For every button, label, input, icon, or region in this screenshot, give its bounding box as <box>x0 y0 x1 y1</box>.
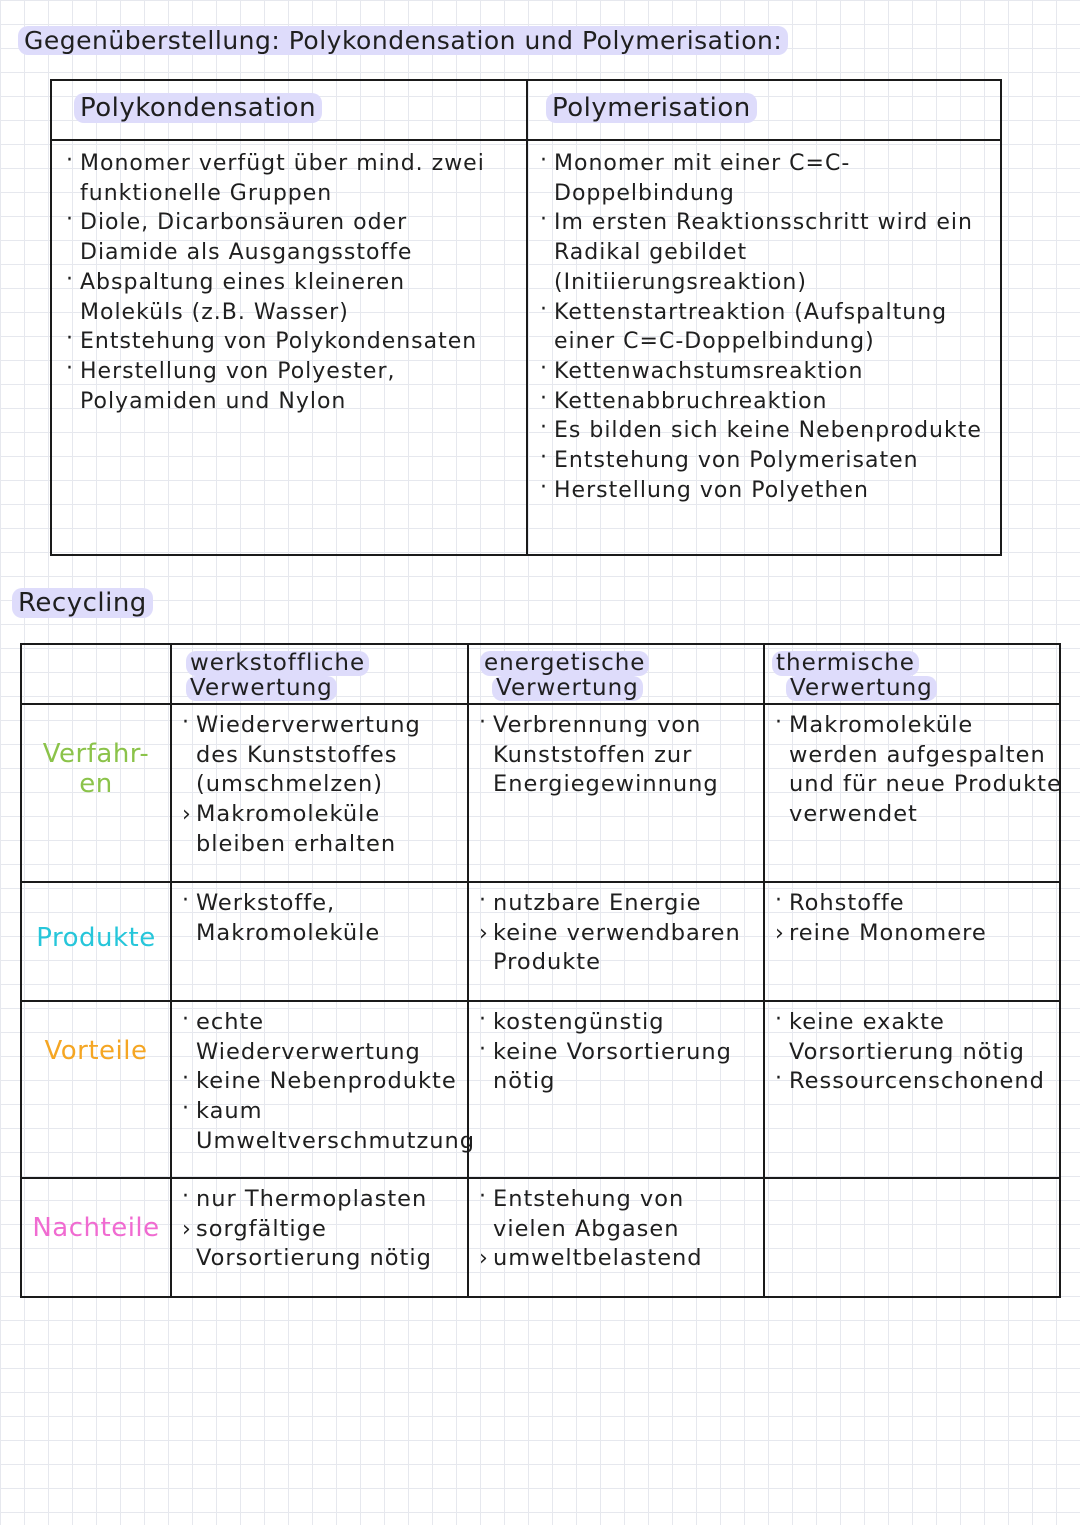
table-cell <box>775 1008 1063 1097</box>
list-item: · Kettenstartreaktion (Aufspaltung einer C=C-Doppelbindung) <box>540 298 992 357</box>
row-label <box>22 923 170 953</box>
list-item: · Werkstoffe, Makromoleküle <box>182 889 467 948</box>
column-divider <box>526 81 528 554</box>
column-divider <box>467 645 469 1296</box>
table-cell <box>182 1008 476 1157</box>
table-cell <box>775 711 1063 830</box>
list-item: · Rohstoffe <box>775 889 1063 919</box>
column-header-line: Verwertung <box>186 676 337 701</box>
list-item: › keine verwendbaren Produkte <box>479 919 763 978</box>
list-item: · Diole, Dicarbonsäuren oder Diamide als Ausgangsstoffe <box>66 208 506 267</box>
column-header-energetische <box>480 651 649 701</box>
polymerisation-heading-text: Polymerisation <box>546 93 757 123</box>
row-label-line: Vorteile <box>44 1036 148 1066</box>
recycling-title <box>12 588 153 618</box>
table-cell <box>182 889 467 948</box>
list-item: · kostengünstig <box>479 1008 763 1038</box>
list-item: › reine Monomere <box>775 919 1063 949</box>
column-header-line: Verwertung <box>786 676 937 701</box>
header-divider <box>52 139 1000 141</box>
column-divider <box>763 645 765 1296</box>
polykondensation-list <box>66 149 506 416</box>
table-cell <box>182 1185 467 1274</box>
list-item: · Abspaltung eines kleineren Moleküls (z.B. Wasser) <box>66 268 506 327</box>
column-divider <box>170 645 172 1296</box>
list-item: · Makromoleküle werden aufgespalten und für neue Produkte verwendet <box>775 711 1063 830</box>
row-divider <box>22 1000 1059 1002</box>
list-item: · nutzbare Energie <box>479 889 763 919</box>
row-label <box>22 1036 170 1066</box>
comparison-table <box>50 79 1002 556</box>
list-item: › umweltbelastend <box>479 1244 763 1274</box>
column-header-line: Verwertung <box>492 676 643 701</box>
list-item: · Monomer verfügt über mind. zwei funktionelle Gruppen <box>66 149 506 208</box>
list-item: › sorgfältige Vorsortierung nötig <box>182 1215 467 1274</box>
recycling-table <box>20 643 1061 1298</box>
table-cell <box>182 711 467 860</box>
list-item: · Herstellung von Polyester, Polyamiden und Nylon <box>66 357 506 416</box>
list-item: · Entstehung von vielen Abgasen <box>479 1185 763 1244</box>
row-label-line: Verfahr- <box>42 739 150 769</box>
comparison-title-text: Gegenüberstellung: Polykondensation und Polymerisation: <box>18 26 788 55</box>
list-item: · Herstellung von Polyethen <box>540 476 992 506</box>
polymerisation-heading <box>546 93 757 123</box>
list-item: · Kettenwachstumsreaktion <box>540 357 992 387</box>
list-item: · Kettenabbruchreaktion <box>540 387 992 417</box>
column-header-line: thermische <box>772 651 919 676</box>
row-divider <box>22 881 1059 883</box>
recycling-title-text: Recycling <box>12 588 153 618</box>
list-item: · Entstehung von Polykondensaten <box>66 327 506 357</box>
column-header-werkstoffliche <box>186 651 369 701</box>
row-divider <box>22 1177 1059 1179</box>
list-item: · keine Nebenprodukte <box>182 1067 467 1097</box>
list-item: · kaum Umweltverschmutzung <box>182 1097 467 1156</box>
column-header-thermische <box>772 651 937 701</box>
table-cell <box>479 1008 763 1097</box>
list-item: · Monomer mit einer C=C-Doppelbindung <box>540 149 992 208</box>
list-item: · Im ersten Reaktionsschritt wird ein Radikal gebildet (Initiierungsreaktion) <box>540 208 992 297</box>
table-cell <box>479 711 763 800</box>
column-header-line: energetische <box>480 651 649 676</box>
polykondensation-heading <box>74 93 322 123</box>
polykondensation-heading-text: Polykondensation <box>74 93 322 123</box>
list-item: › Makromoleküle bleiben erhalten <box>182 800 467 859</box>
row-label-line: Produkte <box>36 923 156 953</box>
table-cell <box>775 889 1063 948</box>
comparison-title <box>18 26 788 55</box>
list-item: · keine exakte Vorsortierung nötig <box>775 1008 1063 1067</box>
list-item: · Wiederverwertung des Kunststoffes (umschmelzen) <box>182 711 467 800</box>
list-item: · echte Wiederverwertung <box>182 1008 467 1067</box>
list-item: · Verbrennung von Kunststoffen zur Energiegewinnung <box>479 711 763 800</box>
list-item: · nur Thermoplasten <box>182 1185 467 1215</box>
row-label <box>22 739 170 799</box>
row-label-line: en <box>79 769 113 799</box>
list-item: · Ressourcenschonend <box>775 1067 1063 1097</box>
table-cell <box>479 1185 763 1274</box>
row-label <box>22 1213 170 1243</box>
row-divider <box>22 703 1059 705</box>
list-item: · keine Vorsortierung nötig <box>479 1038 763 1097</box>
polymerisation-list <box>540 149 992 505</box>
table-cell <box>479 889 763 978</box>
row-label-line: Nachteile <box>32 1213 160 1243</box>
list-item: · Es bilden sich keine Nebenprodukte <box>540 416 992 446</box>
list-item: · Entstehung von Polymerisaten <box>540 446 992 476</box>
column-header-line: werkstoffliche <box>186 651 369 676</box>
